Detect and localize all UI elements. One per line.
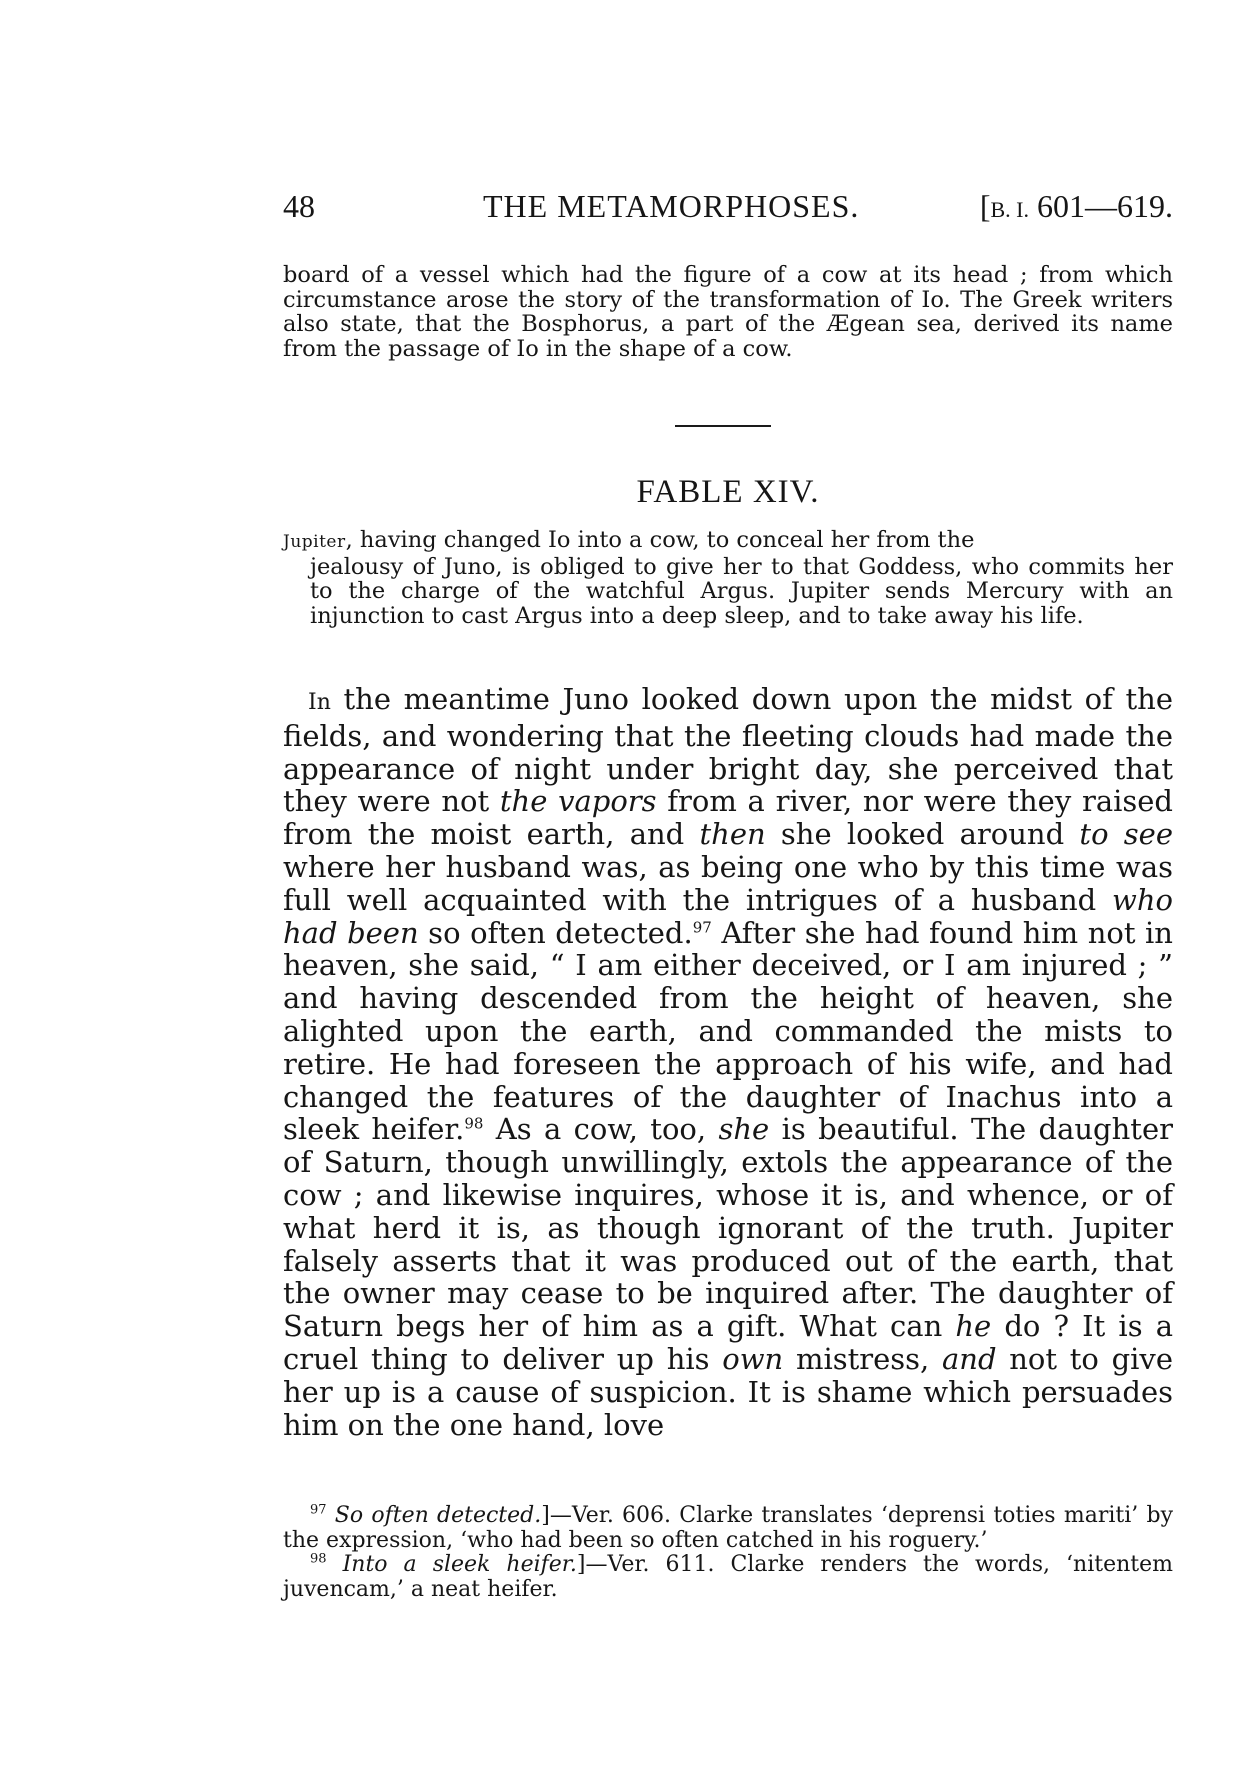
footnote-text: ]—Ver. 611. Clarke renders the words, ‘nitentem juvencam,’ a neat heifer. bbox=[283, 1552, 1173, 1602]
body-segment: do ? It is a cruel thing to deliver up his bbox=[283, 1309, 1173, 1376]
italic-phrase: the vapors bbox=[499, 784, 657, 819]
note-continuation: board of a vessel which had the figure of a cow at its head ; from which circumstance arose the story of the transformation of Io. The Greek writers also state, that the Bosphorus, a part of the Ægean sea, derived its name from the passage of Io in the shape of a cow. bbox=[283, 262, 1173, 362]
body-segment: she looked around bbox=[765, 817, 1080, 852]
body-segment: from a river, nor were they raised from the moist earth, and bbox=[283, 784, 1173, 852]
reference-book: B. I. bbox=[990, 197, 1029, 222]
running-title: THE METAMORPHOSES. bbox=[483, 188, 860, 224]
fable-argument bbox=[283, 528, 1173, 628]
body-paragraph bbox=[283, 683, 1173, 1441]
page-number: 48 bbox=[283, 188, 315, 224]
body-segment: mistress, bbox=[783, 1341, 942, 1376]
footnote-97 bbox=[283, 1504, 1173, 1553]
footnote-number: 97 bbox=[310, 1502, 327, 1518]
body-segment: so often detected. bbox=[418, 915, 693, 950]
body-segment: the meantime Juno looked down upon the midst of the fields, and wondering that the fleeting clouds had made the appearance of night under bright day, she perceived that they were not bbox=[283, 682, 1173, 819]
footnote-marker-98[interactable]: 98 bbox=[464, 1114, 484, 1133]
reference-lines: 601—619. bbox=[1037, 188, 1173, 224]
initial-word: In bbox=[308, 690, 331, 715]
fable-title: FABLE XIV. bbox=[636, 474, 820, 510]
main-text bbox=[283, 683, 1173, 1441]
italic-phrase: own bbox=[722, 1341, 784, 1376]
italic-phrase: to see bbox=[1079, 817, 1173, 852]
reference-bracket: [ bbox=[979, 188, 991, 224]
footnotes bbox=[283, 1504, 1173, 1602]
italic-phrase: and bbox=[942, 1341, 997, 1376]
footnote-98 bbox=[283, 1553, 1173, 1602]
footnote-lemma: So often detected. bbox=[334, 1503, 542, 1528]
line-reference bbox=[980, 188, 1173, 225]
italic-phrase: then bbox=[699, 817, 766, 852]
footnote-marker-97[interactable]: 97 bbox=[692, 917, 712, 936]
body-segment: As a cow, too, bbox=[483, 1112, 719, 1147]
body-segment: is beautiful. The daughter of Saturn, though unwillingly, extols the appearance of the cow ; and likewise inquires, whose it is, and whence, or of what herd it is, as though ignorant of the truth. Jupiter falsely asserts that it was produced out of the earth, that the owner may cease to be inquired after. The daughter of Saturn begs her of him as a gift. What can bbox=[283, 1112, 1173, 1344]
body-segment: After she had found him not in heaven, she said, “ I am either deceived, or I am injured ; ” and having descended from the height of heaven, she alighted upon the earth, and commanded the mists to retire. He had foreseen the approach of his wife, and had changed the features of the daughter of Inachus into a sleek heifer. bbox=[283, 915, 1173, 1147]
running-header bbox=[283, 188, 1173, 228]
argument-continuation: jealousy of Juno, is obliged to give her to that Goddess, who commits her to the charge of the watchful Argus. Jupiter sends Mercury with an injunction to cast Argus into a deep sleep, and to take away his life. bbox=[310, 553, 1173, 629]
footnote-lemma: Into a sleek heifer. bbox=[342, 1552, 577, 1577]
footnote-number: 98 bbox=[310, 1551, 327, 1567]
footnote-text: ]—Ver. 606. Clarke translates ‘deprensi toties mariti’ by the expression, ‘who had been so often catched in his roguery.’ bbox=[283, 1503, 1173, 1553]
italic-phrase: she bbox=[718, 1112, 770, 1147]
argument-first-word: Jupiter bbox=[283, 532, 346, 552]
section-rule bbox=[675, 425, 771, 427]
argument-first-line-rest: , having changed Io into a cow, to conceal her from the bbox=[345, 527, 975, 553]
body-segment: not to give her up is a cause of suspicion. It is shame which persuades him on the one hand, love bbox=[283, 1341, 1173, 1442]
italic-phrase: he bbox=[955, 1309, 992, 1344]
italic-phrase: who had been bbox=[283, 882, 1173, 950]
argument-first-line bbox=[283, 528, 1173, 555]
body-segment: where her husband was, as being one who by this time was full well acquainted with the intrigues of a husband bbox=[283, 849, 1173, 917]
